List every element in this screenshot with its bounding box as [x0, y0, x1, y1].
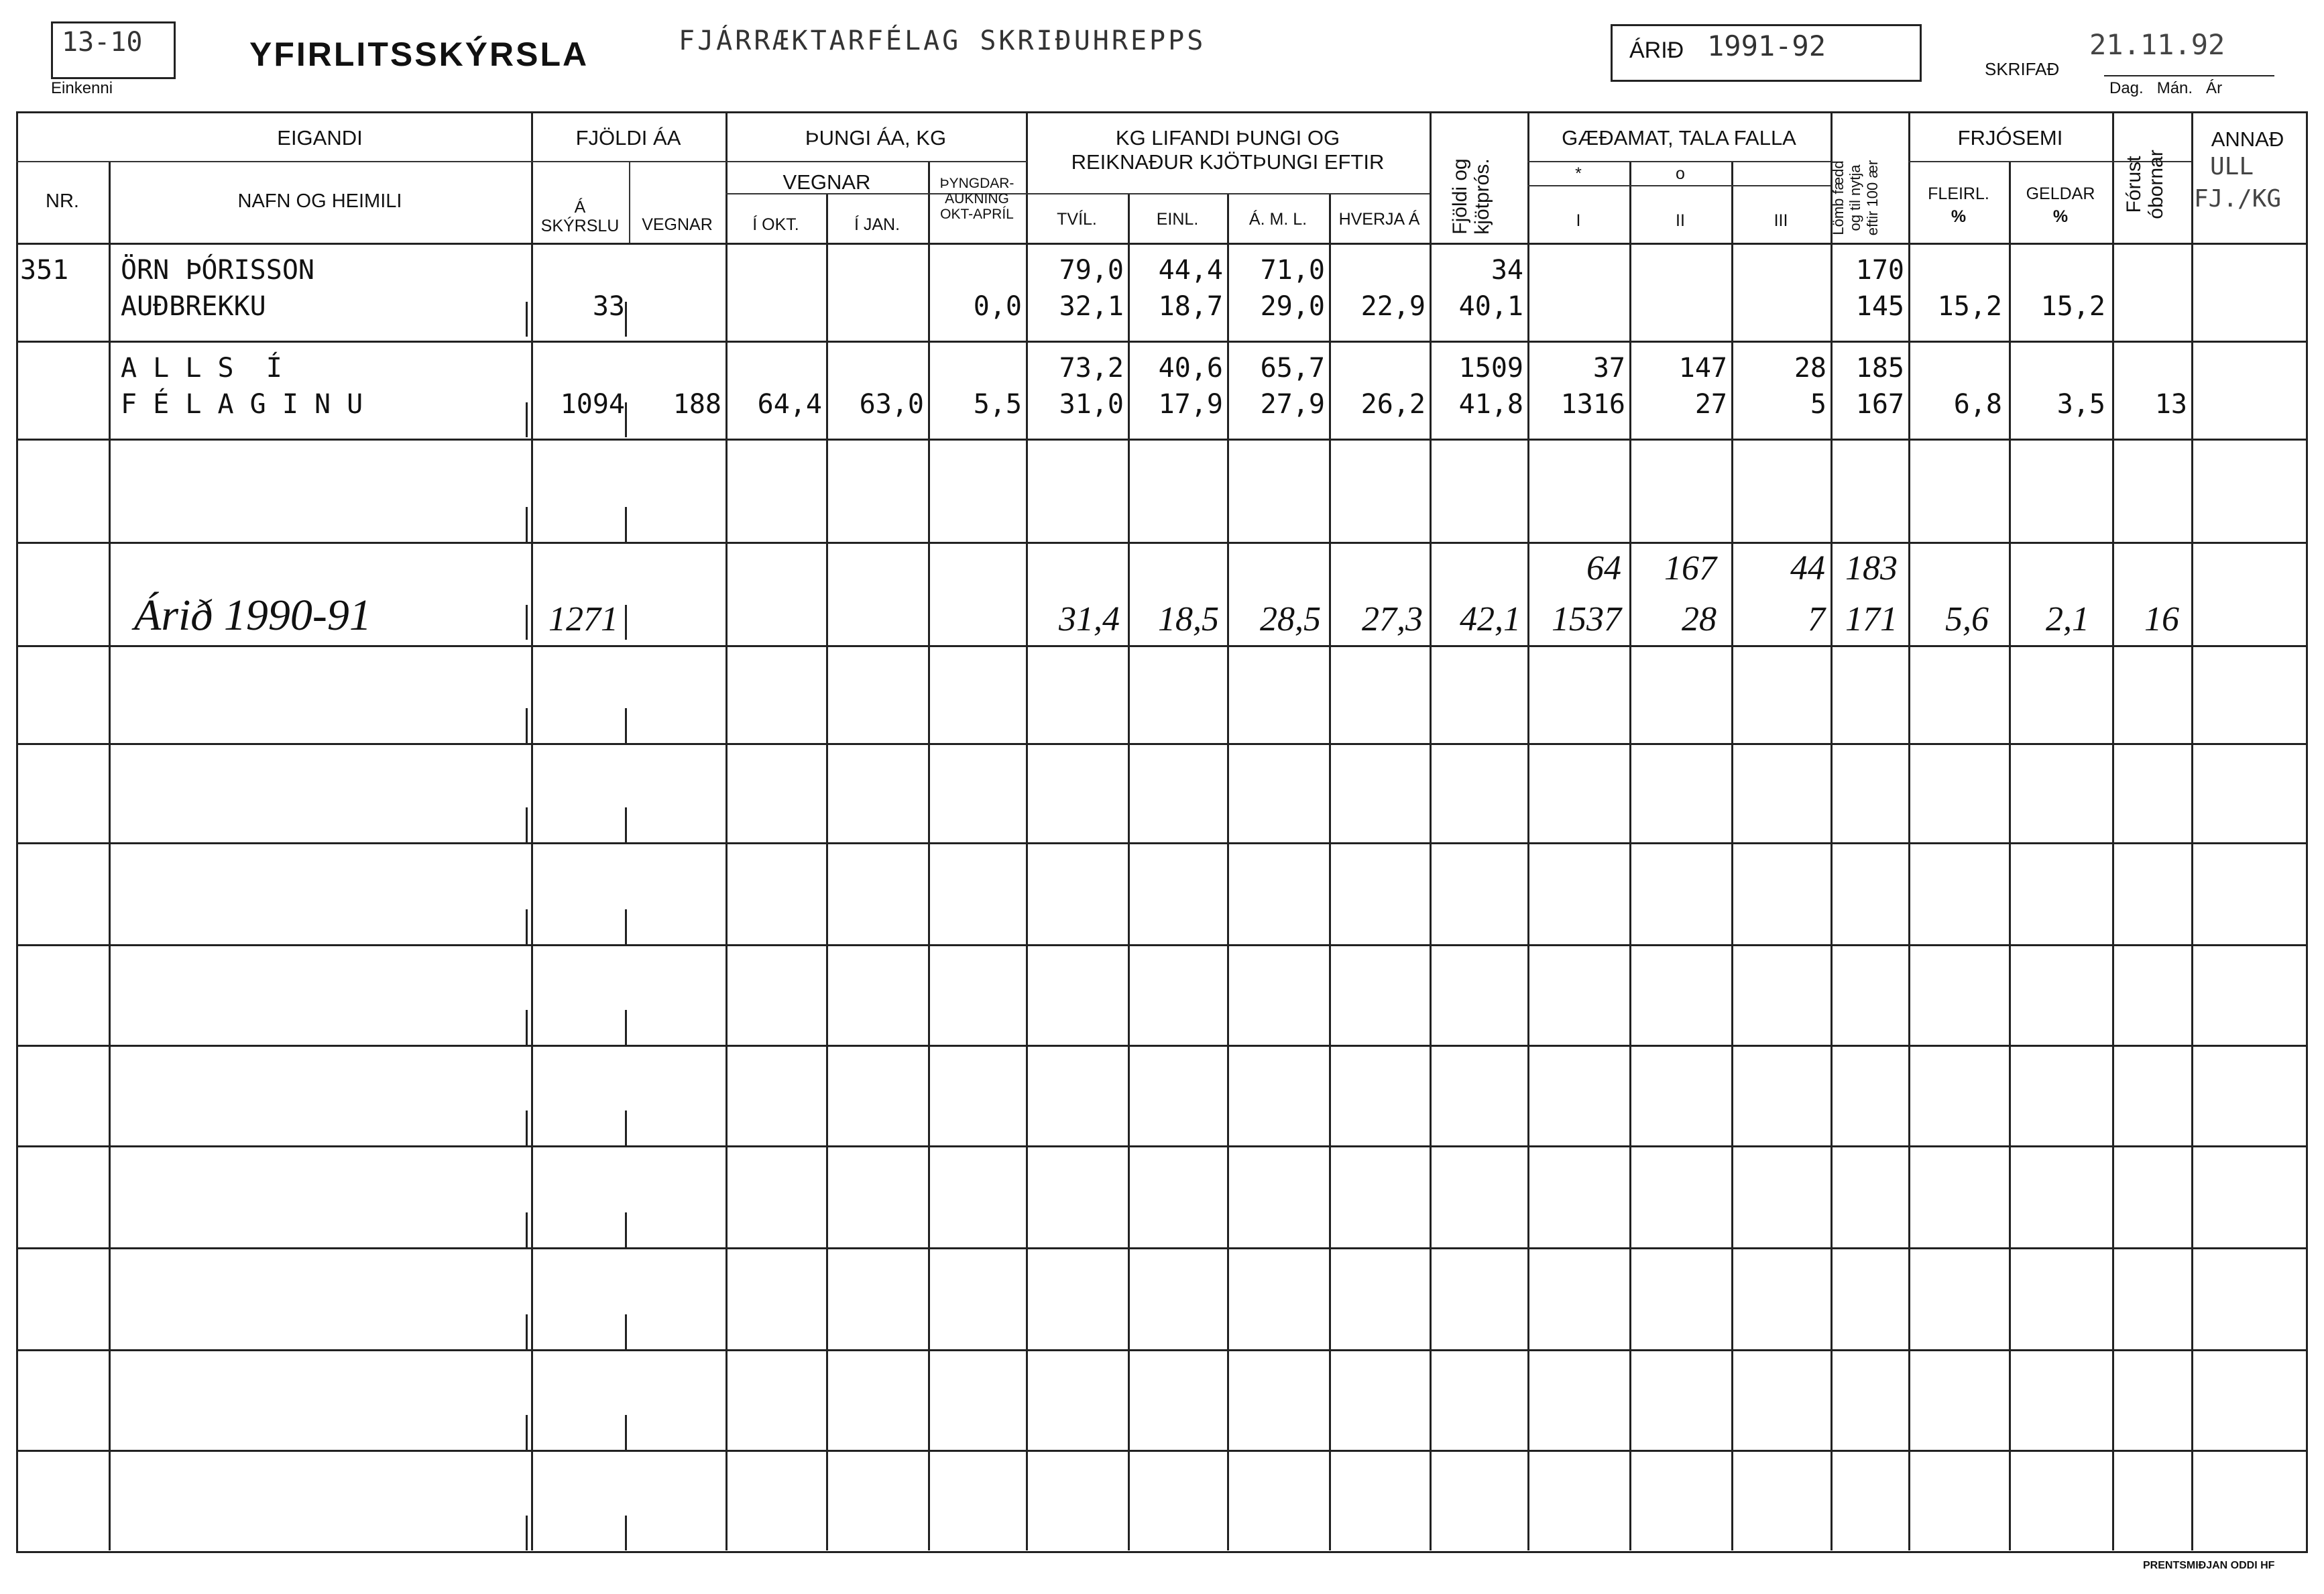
- tick: [625, 1111, 627, 1145]
- row1-thyngdar: 0,0: [973, 291, 1022, 322]
- hdr-sub-line-g2: [1527, 185, 1831, 186]
- row2-g3-bot: 5: [1810, 389, 1826, 420]
- hw-g2-bot: 28: [1682, 600, 1717, 638]
- hw-label: Árið 1990-91: [134, 591, 371, 640]
- col-line-thungi: [1026, 111, 1028, 1550]
- form-title: YFIRLITSSKÝRSLA: [249, 36, 589, 73]
- row-sep-6: [16, 842, 2306, 844]
- row2-name: A L L S Í: [121, 353, 282, 384]
- col-annad: ANNAÐ: [2211, 127, 2284, 151]
- col-vegnar-2: VEGNAR: [782, 170, 871, 194]
- row2-tvil-top: 73,2: [1059, 353, 1124, 384]
- year-label: ÁRIÐ: [1629, 38, 1684, 63]
- col-i-jan: Í JAN.: [854, 215, 900, 234]
- row2-home: F É L A G I N U: [121, 389, 363, 420]
- row-sep-5: [16, 743, 2306, 745]
- col-line-frjosemi: [2112, 111, 2114, 1550]
- row2-g1-top: 37: [1592, 353, 1625, 384]
- written-label: SKRIFAÐ: [1985, 59, 2060, 79]
- tick: [526, 1314, 528, 1349]
- tick: [526, 605, 528, 640]
- row1-name: ÖRN ÞÓRISSON: [121, 255, 314, 286]
- col-line-fleirl: [2009, 161, 2011, 1550]
- main-table: [16, 111, 2308, 1553]
- col-g-star: *: [1575, 164, 1582, 183]
- date-value: 21.11.92: [2089, 28, 2225, 61]
- col-gaedamat: GÆÐAMAT, TALA FALLA: [1562, 126, 1796, 150]
- tick: [625, 507, 627, 542]
- tick: [625, 708, 627, 743]
- col-g-ii: II: [1676, 211, 1685, 230]
- row2-g1-bot: 1316: [1560, 389, 1625, 420]
- row2-lomb-top: 185: [1855, 353, 1904, 384]
- col-aml: Á. M. L.: [1248, 210, 1308, 229]
- society-name: FJÁRRÆKTARFÉLAG SKRIÐUHREPPS: [679, 25, 1206, 56]
- tick: [625, 1314, 627, 1349]
- row2-einl-bot: 17,9: [1158, 389, 1223, 420]
- row2-hverja: 26,2: [1360, 389, 1426, 420]
- col-fjoldi-kjot: Fjöldi og kjötprós.: [1449, 158, 1493, 235]
- hdr-sub-line-1: [16, 161, 1027, 162]
- row2-thyngdar: 5,5: [973, 389, 1022, 420]
- row2-geldar: 3,5: [2056, 389, 2105, 420]
- col-line-gaedamat: [1831, 111, 1833, 1550]
- row2-aml-bot: 27,9: [1260, 389, 1325, 420]
- row2-jan: 63,0: [859, 389, 924, 420]
- hw-g3-bot: 7: [1808, 600, 1825, 638]
- hw-a-skyrslu: 1271: [548, 600, 618, 638]
- tick: [625, 1516, 627, 1550]
- hw-einl: 18,5: [1158, 600, 1219, 638]
- col-a-skyrslu: Á SKÝRSLU: [540, 198, 620, 235]
- hw-geldar: 2,1: [2046, 600, 2089, 638]
- row-sep-7: [16, 944, 2306, 946]
- header-bottom-line: [16, 243, 2306, 245]
- col-frjosemi: FRJÓSEMI: [1957, 126, 2063, 150]
- row-sep-2: [16, 439, 2306, 441]
- row1-aml-bot: 29,0: [1260, 291, 1325, 322]
- col-vegnar: VEGNAR: [642, 215, 713, 234]
- hdr-sub-line-gaed: [1527, 161, 1831, 162]
- row1-geldar: 15,2: [2040, 291, 2105, 322]
- row2-aml-top: 65,7: [1260, 353, 1325, 384]
- col-line-fjoldikjot: [1527, 111, 1529, 1550]
- col-thungi-aa: ÞUNGI ÁA, KG: [805, 126, 947, 150]
- hw-g2-top: 167: [1664, 549, 1717, 587]
- tick: [625, 302, 627, 337]
- tick: [625, 1212, 627, 1247]
- row-sep-9: [16, 1145, 2306, 1147]
- hw-lomb-bot: 171: [1845, 600, 1898, 638]
- row2-tvil-bot: 31,0: [1059, 389, 1124, 420]
- col-line-kg: [1430, 111, 1432, 1550]
- col-line-forust: [2191, 111, 2193, 1550]
- row2-g3-top: 28: [1794, 353, 1826, 384]
- col-forust: Fórust óbornar: [2123, 150, 2167, 219]
- row-sep-4: [16, 645, 2306, 647]
- row1-nr: 351: [20, 255, 69, 286]
- hw-hverja: 27,3: [1362, 600, 1423, 638]
- row2-lomb-bot: 167: [1855, 389, 1904, 420]
- tick: [526, 1111, 528, 1145]
- row-sep-1: [16, 341, 2306, 343]
- col-i-okt: Í OKT.: [752, 215, 799, 234]
- col-einl: EINL.: [1156, 210, 1199, 229]
- row1-fjoldi-bot: 40,1: [1458, 291, 1523, 322]
- tick: [526, 807, 528, 842]
- row1-tvil-top: 79,0: [1059, 255, 1124, 286]
- tick: [526, 1516, 528, 1550]
- row-sep-8: [16, 1045, 2306, 1047]
- col-line-nr: [109, 161, 111, 1550]
- row-sep-12: [16, 1450, 2306, 1452]
- tick: [526, 909, 528, 944]
- row2-vegnar: 188: [673, 389, 721, 420]
- col-kg-lifandi: KG LIFANDI ÞUNGI OG REIKNAÐUR KJÖTÞUNGI EFTIR: [1071, 126, 1385, 174]
- col-line-lomb: [1908, 111, 1910, 1550]
- col-thyngdar: ÞYNGDAR- AUKNING OKT-APRÍL: [939, 176, 1014, 223]
- tick: [625, 605, 627, 640]
- tick: [526, 1415, 528, 1450]
- row2-einl-top: 40,6: [1158, 353, 1223, 384]
- row2-g2-bot: 27: [1694, 389, 1727, 420]
- row2-fjoldi-bot: 41,8: [1458, 389, 1523, 420]
- tick: [625, 1010, 627, 1045]
- row1-home: AUÐBREKKU: [121, 291, 266, 322]
- col-fj-kg: FJ./KG: [2194, 185, 2282, 213]
- printer-credit: PRENTSMIÐJAN ODDI HF: [2143, 1560, 2275, 1571]
- hdr-sub-line-kg: [1026, 193, 1430, 194]
- col-g-iii: III: [1774, 211, 1788, 230]
- row2-a-skyrslu: 1094: [560, 389, 625, 420]
- col-geldar: GELDAR: [2026, 184, 2095, 203]
- row2-fleirl: 6,8: [1953, 389, 2002, 420]
- col-g-i: I: [1576, 211, 1581, 230]
- date-line: [2104, 75, 2274, 76]
- row-sep-10: [16, 1247, 2306, 1249]
- row1-einl-bot: 18,7: [1158, 291, 1223, 322]
- row2-okt: 64,4: [757, 389, 822, 420]
- row2-g2-top: 147: [1678, 353, 1727, 384]
- hw-g1-bot: 1537: [1552, 600, 1621, 638]
- year-value: 1991-92: [1707, 30, 1826, 62]
- tick: [625, 1415, 627, 1450]
- hw-fleirl: 5,6: [1945, 600, 1989, 638]
- row2-forust: 13: [2154, 389, 2187, 420]
- row2-fjoldi-top: 1509: [1458, 353, 1523, 384]
- row1-aml-top: 71,0: [1260, 255, 1325, 286]
- hw-tvil: 31,4: [1059, 600, 1120, 638]
- row1-a-skyrslu: 33: [592, 291, 625, 322]
- row1-fjoldi-top: 34: [1491, 255, 1523, 286]
- col-fleirl-unit: %: [1951, 207, 1967, 226]
- row1-lomb-top: 170: [1855, 255, 1904, 286]
- col-fjoldi-aa: FJÖLDI ÁA: [575, 126, 681, 150]
- col-line-fjoldi: [725, 111, 728, 1550]
- col-geldar-unit: %: [2052, 207, 2069, 226]
- col-nr: NR.: [46, 190, 79, 212]
- row1-tvil-bot: 32,1: [1059, 291, 1124, 322]
- hw-aml: 28,5: [1260, 600, 1321, 638]
- row1-fleirl: 15,2: [1937, 291, 2002, 322]
- col-ull: ULL: [2210, 153, 2254, 180]
- col-nafn: NAFN OG HEIMILI: [237, 190, 402, 212]
- col-tvil: TVÍL.: [1057, 210, 1097, 229]
- tick: [526, 708, 528, 743]
- col-line-jan: [928, 161, 930, 1550]
- tick: [526, 402, 528, 437]
- id-label: Einkenni: [51, 79, 113, 97]
- col-hverja: HVERJA Á: [1338, 210, 1420, 229]
- hw-fjoldi: 42,1: [1460, 600, 1521, 638]
- id-code: 13-10: [62, 27, 143, 58]
- hw-lomb-top: 183: [1845, 549, 1898, 587]
- hw-forust: 16: [2144, 600, 2179, 638]
- tick: [526, 1212, 528, 1247]
- date-caption: Dag. Mán. Ár: [2109, 79, 2223, 97]
- col-line-eigandi: [531, 111, 533, 1550]
- col-fleirl: FLEIRL.: [1928, 184, 1989, 203]
- col-g-circle: o: [1676, 164, 1685, 183]
- tick: [625, 402, 627, 437]
- col-eigandi: EIGANDI: [277, 126, 363, 150]
- tick: [526, 302, 528, 337]
- tick: [625, 909, 627, 944]
- row1-einl-top: 44,4: [1158, 255, 1223, 286]
- row1-hverja: 22,9: [1360, 291, 1426, 322]
- tick: [625, 807, 627, 842]
- row-sep-11: [16, 1349, 2306, 1351]
- hw-g1-top: 64: [1586, 549, 1621, 587]
- hw-g3-top: 44: [1790, 549, 1825, 587]
- row-sep-3: [16, 542, 2306, 544]
- col-lomb: Lömb fædd og til nytja eftir 100 ær: [1830, 160, 1881, 236]
- tick: [526, 1010, 528, 1045]
- tick: [526, 507, 528, 542]
- row1-lomb-bot: 145: [1855, 291, 1904, 322]
